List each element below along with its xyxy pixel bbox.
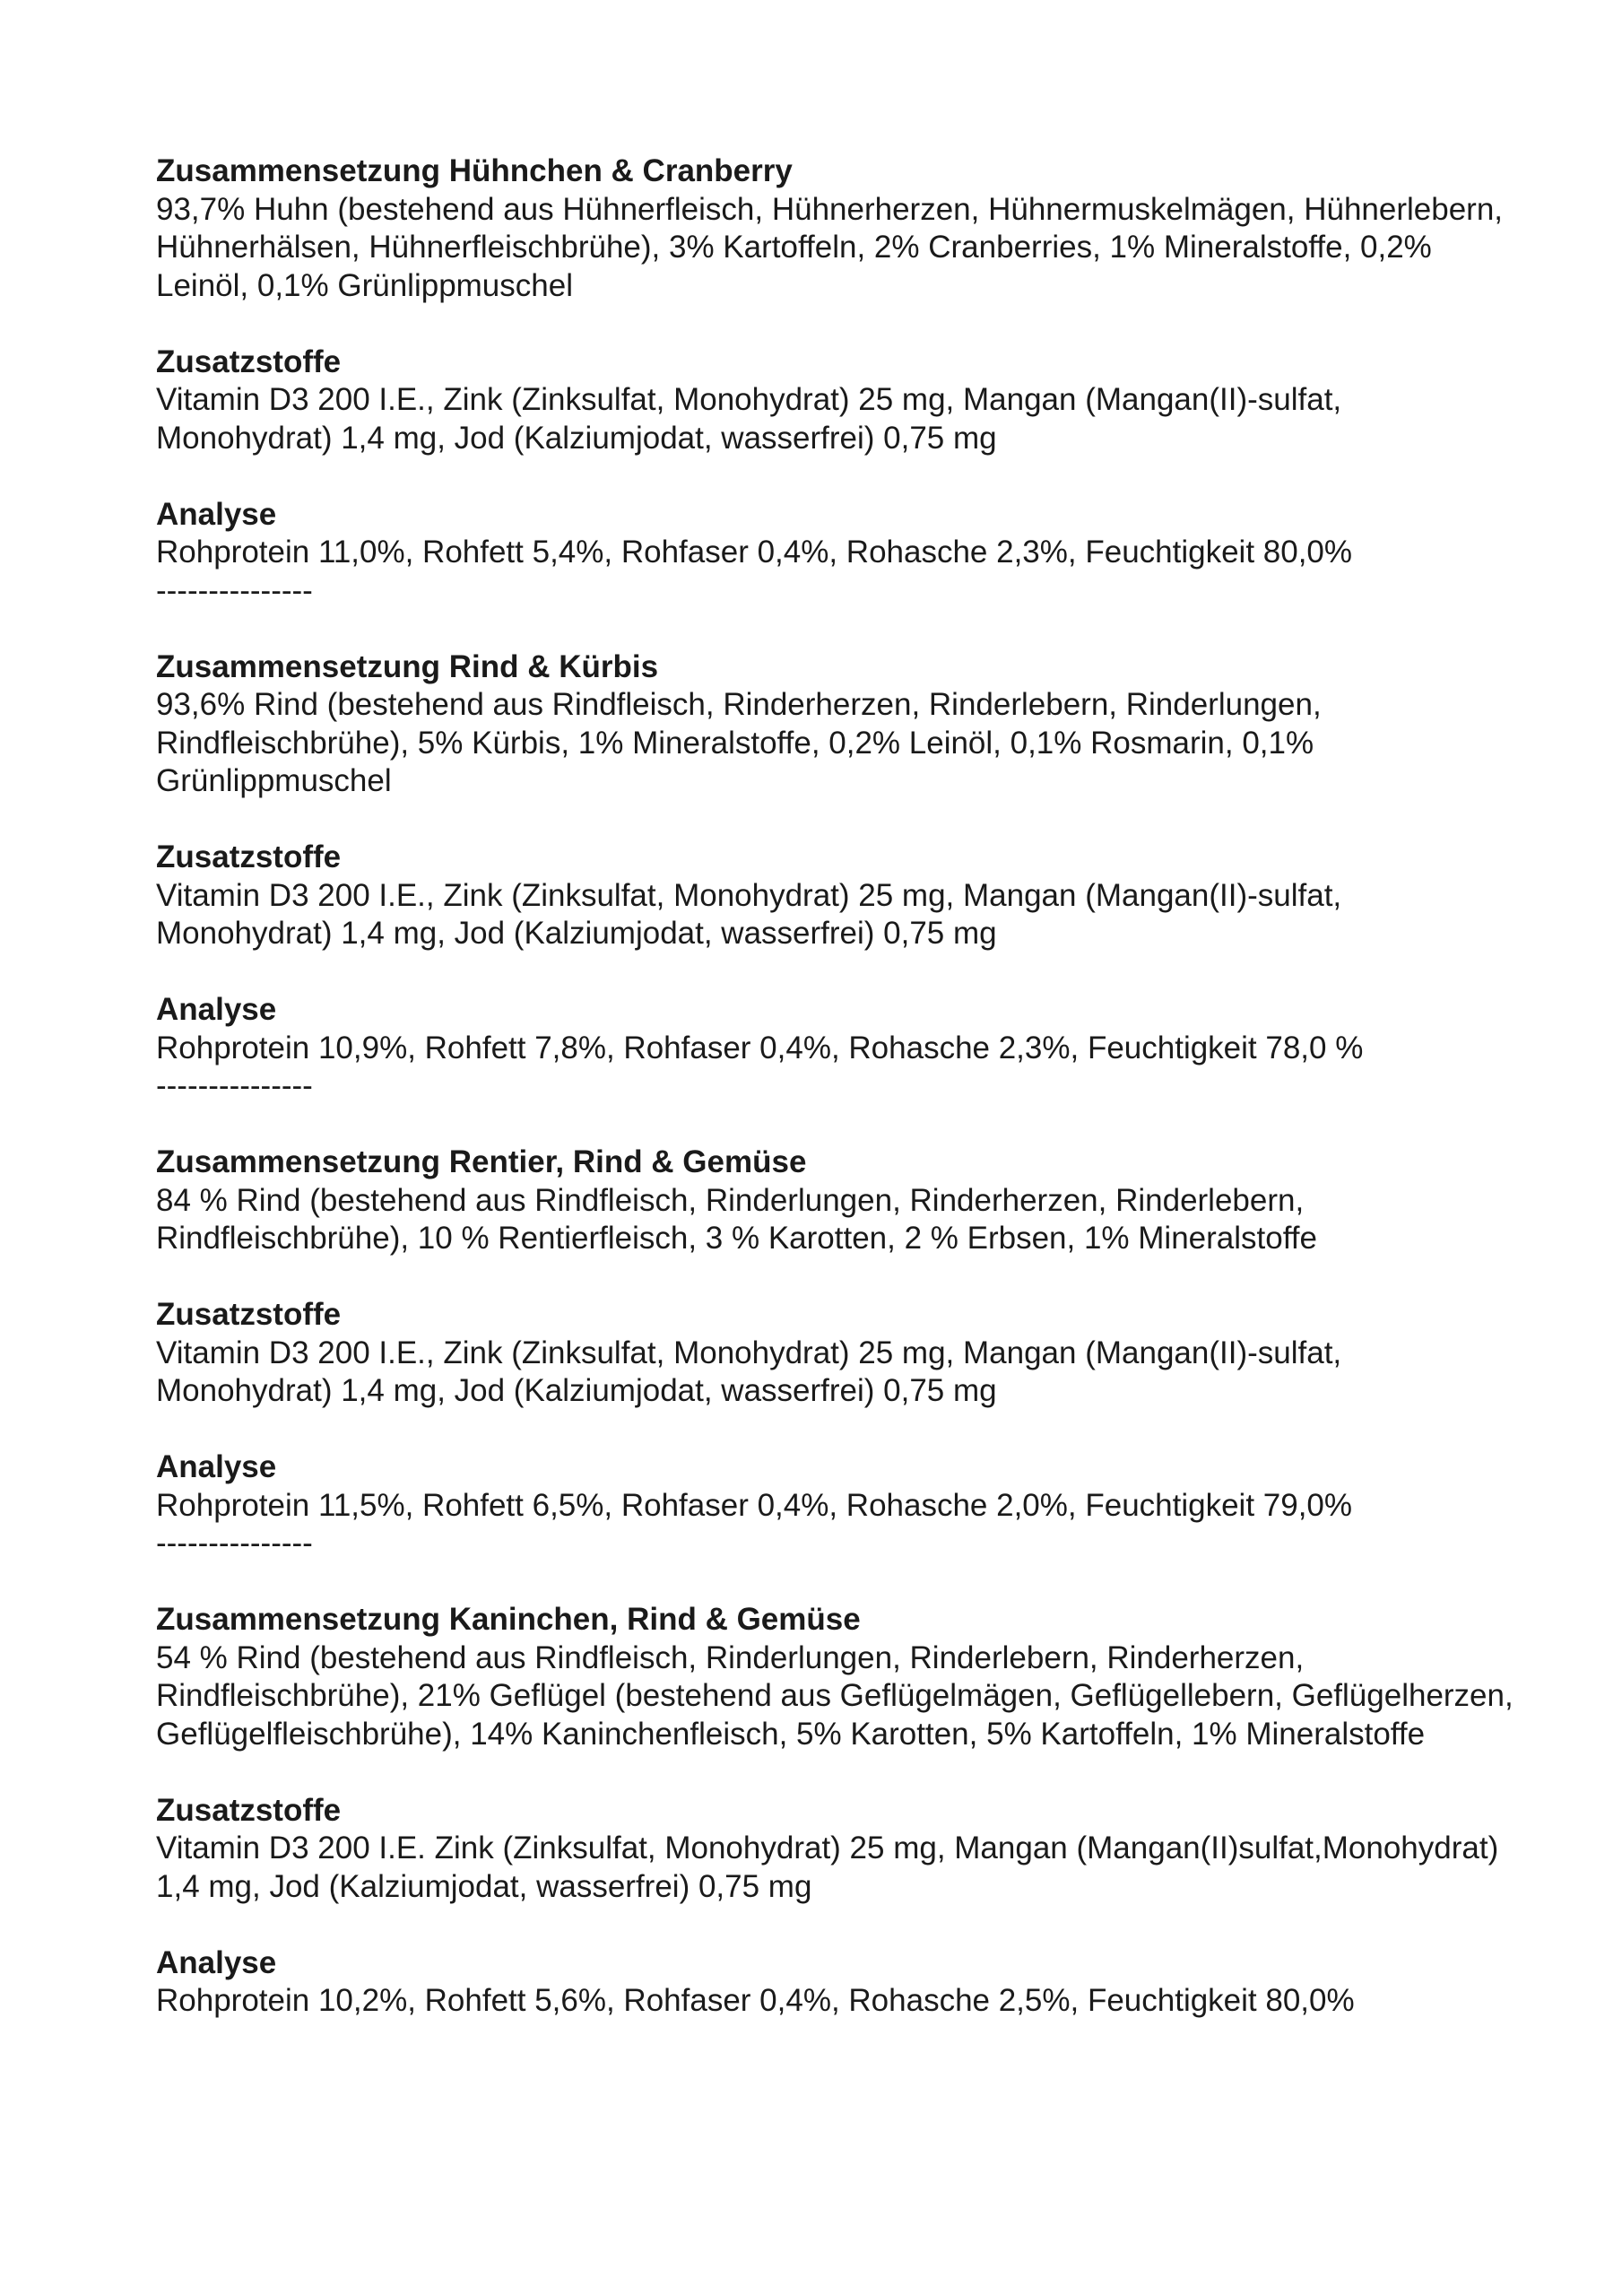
additives-heading: Zusatzstoffe <box>156 1297 342 1332</box>
analysis-heading: Analyse <box>156 992 277 1027</box>
additives-text: Vitamin D3 200 I.E., Zink (Zinksulfat, Monohydrat) 25 mg, Mangan (Mangan(II)-sulfat, Monohydrat) 1,4 mg, Jod (Kalziumjodat, wasserfrei) 0,75 mg <box>156 877 1342 951</box>
composition-heading: Zusammensetzung Hühnchen & Cranberry <box>156 153 793 188</box>
composition-text: 84 % Rind (bestehend aus Rindfleisch, Rinderlungen, Rinderherzen, Rinderlebern, Rindfleischbrühe), 10 % Rentierfleisch, 3 % Karotten, 2 % Erbsen, 1% Mineralstoffe <box>156 1182 1317 1256</box>
composition-block <box>156 648 1519 801</box>
section-separator: --------------- <box>156 1526 313 1561</box>
analysis-text: Rohprotein 10,9%, Rohfett 7,8%, Rohfaser 0,4%, Rohasche 2,3%, Feuchtigkeit 78,0 % <box>156 1030 1364 1065</box>
composition-text: 93,6% Rind (bestehend aus Rindfleisch, Rinderherzen, Rinderlebern, Rinderlungen, Rindfleischbrühe), 5% Kürbis, 1% Mineralstoffe, 0,2% Leinöl, 0,1% Rosmarin, 0,1% Grünlippmuschel <box>156 687 1322 798</box>
analysis-text: Rohprotein 11,0%, Rohfett 5,4%, Rohfaser 0,4%, Rohasche 2,3%, Feuchtigkeit 80,0% <box>156 535 1353 570</box>
analysis-heading: Analyse <box>156 1944 277 1980</box>
analysis-text: Rohprotein 11,5%, Rohfett 6,5%, Rohfaser 0,4%, Rohasche 2,0%, Feuchtigkeit 79,0% <box>156 1487 1353 1523</box>
product-section-beef-pumpkin <box>156 648 1519 1106</box>
analysis-block <box>156 991 1519 1067</box>
analysis-heading: Analyse <box>156 496 277 532</box>
product-section-chicken-cranberry <box>156 152 1519 610</box>
product-section-reindeer-beef-vegetables <box>156 1144 1519 1563</box>
analysis-block <box>156 496 1519 572</box>
additives-block <box>156 1296 1519 1411</box>
composition-text: 54 % Rind (bestehend aus Rindfleisch, Rinderlungen, Rinderlebern, Rinderherzen, Rindfleischbrühe), 21% Geflügel (bestehend aus Geflügelmägen, Geflügellebern, Geflügelherzen, Geflügelfleischbrühe), 14% Kaninchenfleisch, 5% Karotten, 5% Kartoffeln, 1% Mineralstoffe <box>156 1639 1514 1752</box>
product-section-rabbit-beef-vegetables <box>156 1601 1519 2021</box>
analysis-heading: Analyse <box>156 1449 277 1484</box>
composition-block <box>156 1144 1519 1258</box>
additives-text: Vitamin D3 200 I.E. Zink (Zinksulfat, Monohydrat) 25 mg, Mangan (Mangan(II)sulfat,Monohydrat) 1,4 mg, Jod (Kalziumjodat, wasserfrei) 0,75 mg <box>156 1831 1499 1904</box>
additives-heading: Zusatzstoffe <box>156 1792 342 1828</box>
section-separator: --------------- <box>156 572 313 608</box>
document-page <box>156 152 1519 2021</box>
additives-heading: Zusatzstoffe <box>156 344 342 379</box>
additives-block <box>156 344 1519 458</box>
additives-block <box>156 839 1519 953</box>
composition-text: 93,7% Huhn (bestehend aus Hühnerfleisch, Hühnerherzen, Hühnermuskelmägen, Hühnerlebern, Hühnerhälsen, Hühnerfleischbrühe), 3% Kartoffeln, 2% Cranberries, 1% Mineralstoffe, 0,2% Leinöl, 0,1% Grünlippmuschel <box>156 191 1504 303</box>
composition-heading: Zusammensetzung Rind & Kürbis <box>156 648 659 684</box>
additives-text: Vitamin D3 200 I.E., Zink (Zinksulfat, Monohydrat) 25 mg, Mangan (Mangan(II)-sulfat, Monohydrat) 1,4 mg, Jod (Kalziumjodat, wasserfrei) 0,75 mg <box>156 1335 1342 1408</box>
composition-block <box>156 152 1519 305</box>
additives-text: Vitamin D3 200 I.E., Zink (Zinksulfat, Monohydrat) 25 mg, Mangan (Mangan(II)-sulfat, Monohydrat) 1,4 mg, Jod (Kalziumjodat, wasserfrei) 0,75 mg <box>156 382 1342 456</box>
analysis-block <box>156 1448 1519 1525</box>
composition-heading: Zusammensetzung Rentier, Rind & Gemüse <box>156 1144 807 1179</box>
analysis-block <box>156 1944 1519 2021</box>
composition-block <box>156 1601 1519 1753</box>
section-separator: --------------- <box>156 1068 313 1103</box>
composition-heading: Zusammensetzung Kaninchen, Rind & Gemüse <box>156 1602 861 1637</box>
additives-heading: Zusatzstoffe <box>156 839 342 874</box>
analysis-text: Rohprotein 10,2%, Rohfett 5,6%, Rohfaser 0,4%, Rohasche 2,5%, Feuchtigkeit 80,0% <box>156 1983 1355 2018</box>
additives-block <box>156 1792 1519 1907</box>
